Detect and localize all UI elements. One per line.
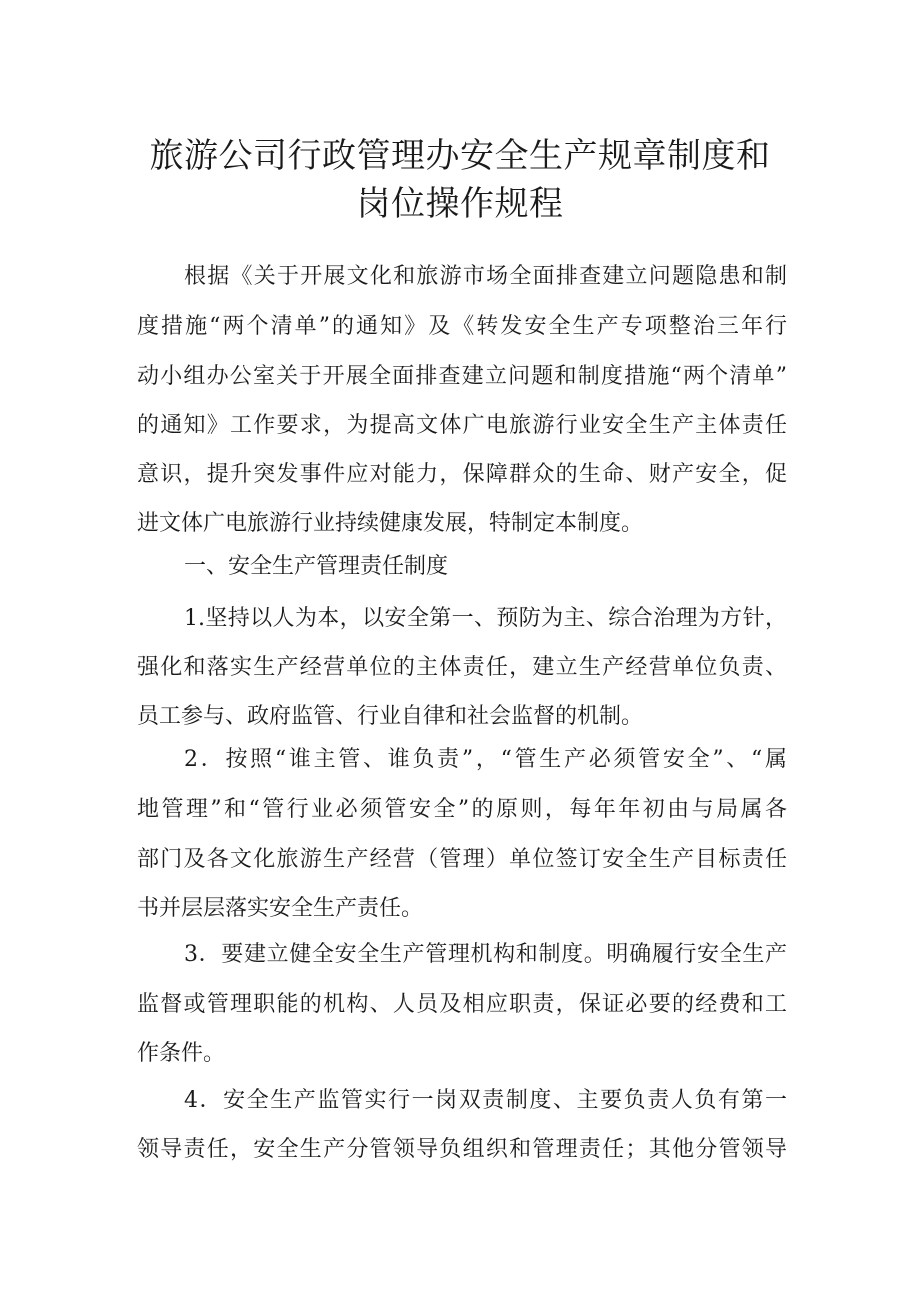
document-title-line-2: 岗位操作规程 bbox=[356, 184, 564, 224]
section-heading: 一、安全生产管理责任制度 bbox=[184, 554, 449, 579]
intro-line: 动小组办公室关于开展全面排查建立问题和制度措施“两个清单” bbox=[137, 364, 787, 389]
intro-line: 根据《关于开展文化和旅游市场全面排查建立问题隐患和制 bbox=[184, 264, 787, 289]
item-2-line: 书并层层落实安全生产责任。 bbox=[137, 896, 424, 921]
item-2-line: 地管理”和“管行业必须管安全”的原则，每年年初由与局属各 bbox=[137, 797, 787, 822]
intro-line: 进文体广电旅游行业持续健康发展，特制定本制度。 bbox=[137, 511, 644, 536]
item-3-line: 作条件。 bbox=[137, 1041, 226, 1066]
item-1-line: 员工参与、政府监管、行业自律和社会监督的机制。 bbox=[137, 704, 644, 729]
item-4-line: 领导责任，安全生产分管领导负组织和管理责任；其他分管领导 bbox=[137, 1137, 787, 1162]
item-4-line: 4．安全生产监管实行一岗双责制度、主要负责人负有第一 bbox=[184, 1088, 787, 1113]
item-1-line: 强化和落实生产经营单位的主体责任，建立生产经营单位负责、 bbox=[137, 655, 787, 680]
item-3-line: 3．要建立健全安全生产管理机构和制度。明确履行安全生产 bbox=[184, 942, 787, 967]
intro-line: 的通知》工作要求，为提高文体广电旅游行业安全生产主体责任 bbox=[137, 413, 787, 438]
item-3-line: 监督或管理职能的机构、人员及相应职责，保证必要的经费和工 bbox=[137, 992, 787, 1017]
item-1-line: 1.坚持以人为本，以安全第一、预防为主、综合治理为方针， bbox=[184, 606, 787, 631]
item-2-line: 2．按照“谁主管、谁负责”，“管生产必须管安全”、“属 bbox=[184, 747, 787, 772]
intro-line: 度措施“两个清单”的通知》及《转发安全生产专项整治三年行 bbox=[137, 314, 787, 339]
item-2-line: 部门及各文化旅游生产经营（管理）单位签订安全生产目标责任 bbox=[137, 847, 787, 872]
document-title-line-1: 旅游公司行政管理办安全生产规章制度和 bbox=[149, 136, 771, 176]
intro-line: 意识，提升突发事件应对能力，保障群众的生命、财产安全，促 bbox=[137, 462, 787, 487]
